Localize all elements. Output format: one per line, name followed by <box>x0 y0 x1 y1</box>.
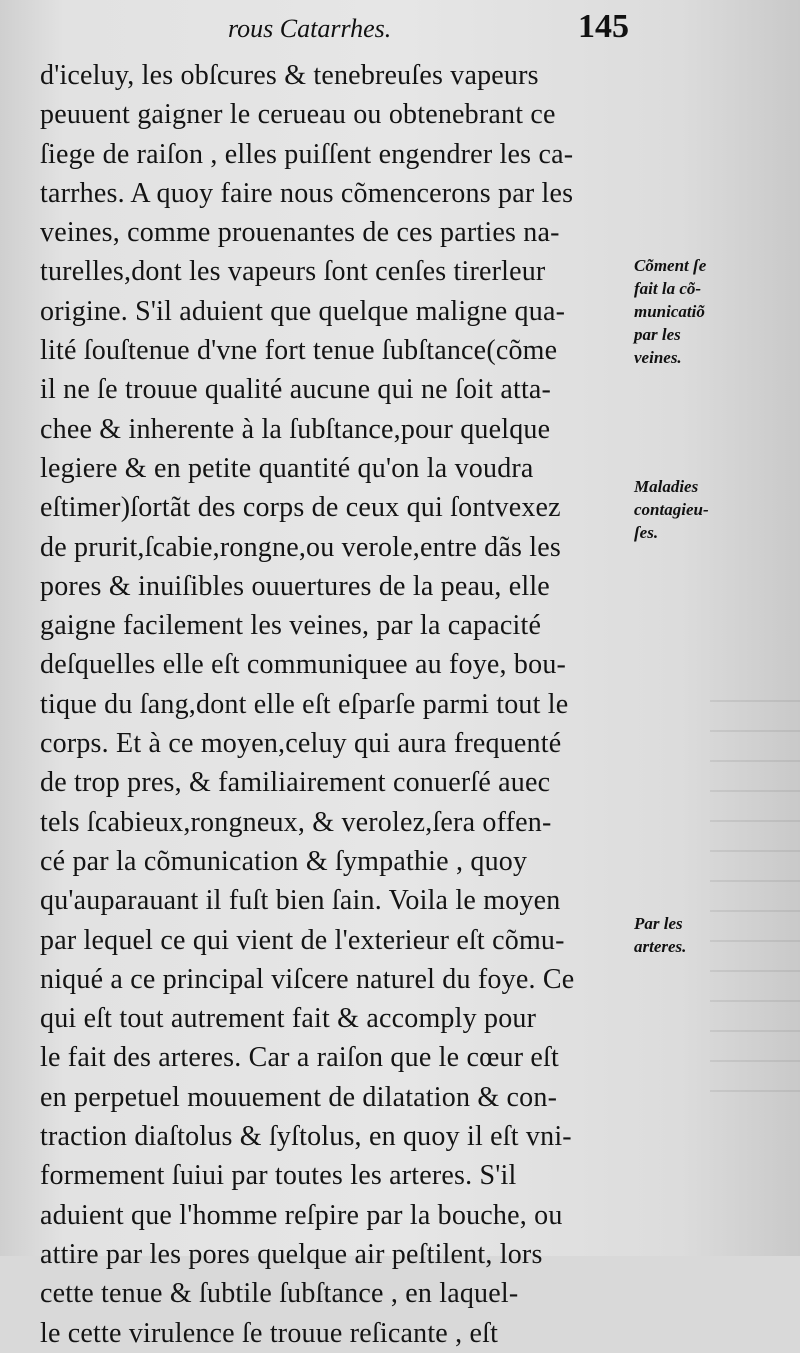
text-line: qui eſt tout autrement fait & accomply pour <box>40 1003 537 1035</box>
margin-note-line: arteres. <box>634 937 687 956</box>
text-line: cette tenue & ſubtile ſubſtance , en laquel- <box>40 1278 519 1310</box>
margin-note-line: Maladies <box>634 477 699 496</box>
text-line: cé par la cõmunication & ſympathie , quoy <box>40 845 528 877</box>
margin-note-line: Cõment ſe <box>634 256 707 275</box>
text-line: corps. Et à ce moyen,celuy qui aura frequenté <box>40 728 562 760</box>
text-line: d'iceluy, les obſcures & tenebreuſes vapeurs <box>40 60 539 91</box>
text-line: veines, comme prouenantes de ces parties na- <box>40 217 560 249</box>
margin-note-arteres <box>634 912 686 958</box>
text-line: il ne ſe trouue qualité aucune qui ne ſoit atta- <box>40 374 552 406</box>
text-line: aduient que l'homme reſpire par la bouche, ou <box>40 1199 563 1231</box>
text-line: pores & inuiſibles ouuertures de la peau, elle <box>40 570 550 602</box>
text-line: peuuent gaigner le cerueau ou obtenebrant ce <box>40 99 556 131</box>
text-line: eſtimer)ſortãt des corps de ceux qui ſontvexez <box>40 492 561 524</box>
text-line: lité ſouſtenue d'vne fort tenue ſubſtance(cõme <box>40 335 558 367</box>
margin-note-line: Par les <box>634 914 683 933</box>
margin-note-line: municatiõ <box>634 302 705 321</box>
text-line: de trop pres, & familiairement conuerſé auec <box>40 767 551 799</box>
margin-note-veines <box>634 254 706 369</box>
text-line: deſquelles elle eſt communiquee au foye, bou- <box>40 649 567 681</box>
margin-note-line: par les <box>634 325 681 344</box>
text-line: le cette virulence ſe trouue reſicante , eſt <box>40 1317 499 1349</box>
text-line: tique du ſang,dont elle eſt eſparſe parmi tout le <box>40 688 569 720</box>
text-line: le fait des arteres. Car a raiſon que le cœur eſt <box>40 1042 560 1074</box>
text-line: tels ſcabieux,rongneux, & verolez,ſera offen- <box>40 806 552 838</box>
text-line: gaigne facilement les veines, par la capacité <box>40 610 542 642</box>
text-line: qu'auparauant il fuſt bien ſain. Voila le moyen <box>40 885 561 917</box>
text-line: tarrhes. A quoy faire nous cõmencerons par les <box>40 177 574 209</box>
text-line: par lequel ce qui vient de l'exterieur eſt cõmu- <box>40 924 565 956</box>
margin-note-line: contagieu- <box>634 500 709 519</box>
margin-note-maladies <box>634 475 709 544</box>
text-line: formement ſuiui par toutes les arteres. S'il <box>40 1160 517 1192</box>
text-line: ſiege de raiſon , elles puiſſent engendrer les ca- <box>40 138 574 170</box>
margin-notes <box>634 0 794 1256</box>
margin-note-line: fait la cõ- <box>634 279 702 298</box>
text-line: chee & inherente à la ſubſtance,pour quelque <box>40 413 551 445</box>
margin-note-line: veines. <box>634 348 682 367</box>
text-line: traction diaſtolus & ſyſtolus, en quoy il eſt vni- <box>40 1121 572 1153</box>
margin-note-line: ſes. <box>634 523 659 542</box>
running-head-title: rous Catarrhes. <box>228 14 392 43</box>
text-line: de prurit,ſcabie,rongne,ou verole,entre dãs les <box>40 531 561 563</box>
text-line: origine. S'il aduient que quelque maligne qua- <box>40 295 566 327</box>
text-line: legiere & en petite quantité qu'on la voudra <box>40 452 534 484</box>
page-number: 145 <box>578 8 629 45</box>
text-line: turelles,dont les vapeurs ſont cenſes tirerleur <box>40 256 546 288</box>
text-line: en perpetuel mouuement de dilatation & con- <box>40 1081 558 1113</box>
main-text-block <box>40 56 640 1353</box>
text-line: niqué a ce principal viſcere naturel du foye. Ce <box>40 963 575 995</box>
text-line: attire par les pores quelque air peſtilent, lors <box>40 1238 543 1270</box>
